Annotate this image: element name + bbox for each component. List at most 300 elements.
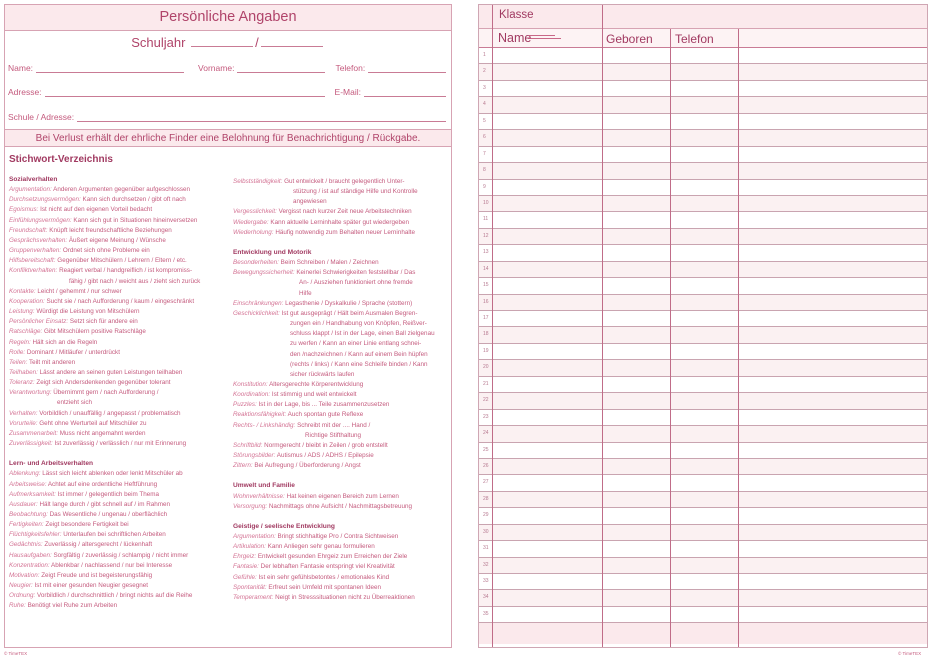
name-label: Name: <box>8 63 34 73</box>
entry-term: Fantasie: <box>233 563 259 571</box>
student-row[interactable] <box>479 360 927 376</box>
index-entry <box>233 583 451 593</box>
student-row[interactable] <box>479 590 927 606</box>
section-gap <box>9 449 229 459</box>
entry-text: Hat keinen eigenen Bereich zum Lernen <box>286 492 399 500</box>
student-row[interactable] <box>479 558 927 574</box>
entry-text: Sucht sie / nach Aufforderung / kaum / eingeschränkt <box>46 297 195 305</box>
student-row[interactable] <box>479 410 927 426</box>
student-row[interactable] <box>479 327 927 343</box>
entry-term: Ruhe: <box>9 602 26 610</box>
row-number: 25 <box>483 446 489 453</box>
index-entry <box>9 581 229 591</box>
entry-term: Hausaufgaben: <box>9 551 52 559</box>
index-entry <box>233 390 451 400</box>
row-number: 1 <box>483 52 486 58</box>
entry-text: Zeigt Freude und ist begeisterungsfähig <box>41 571 153 579</box>
entry-term: Teilhaben: <box>9 368 38 376</box>
row-number: 30 <box>483 528 489 535</box>
student-row[interactable] <box>479 459 927 475</box>
telefon-field[interactable] <box>368 65 446 73</box>
entry-continuation: Hilfe <box>299 289 312 297</box>
row-number: 21 <box>483 380 489 387</box>
section-title: Entwicklung und Motorik <box>233 248 312 256</box>
entry-continuation: stützung / ist auf ständige Hilfe und Kontrolle <box>293 188 418 196</box>
index-entry <box>233 177 451 187</box>
row-number: 32 <box>483 561 489 568</box>
index-entry <box>233 492 451 502</box>
entry-continuation: Richtige Stifthaltung <box>305 431 362 439</box>
entry-text: Äußert eigene Meinung / Wünsche <box>68 236 166 244</box>
entry-text: Geht ohne Werturteil auf Mitschüler zu <box>39 419 147 427</box>
entry-continuation: schluss klappt / Ist in der Lage, einen Ball zielgenau <box>290 330 435 338</box>
entry-text: Übernimmt gern / nach Aufforderung / <box>53 389 159 397</box>
entry-term: Zittern: <box>233 462 253 470</box>
entry-text: Zuverlässig / altersgerecht / lückenhaft <box>44 541 153 549</box>
row-number: 23 <box>483 413 489 420</box>
student-row[interactable] <box>479 508 927 524</box>
entry-term: Hilfsbereitschaft: <box>9 257 56 265</box>
entry-text: Leicht / gehemmt / nur schwer <box>37 287 122 295</box>
entry-text: Vorbildlich / unauffällig / angepasst / problematisch <box>39 409 181 417</box>
index-entry <box>9 480 229 490</box>
row-number: 19 <box>483 347 489 354</box>
index-entry <box>9 551 229 561</box>
index-entry <box>233 502 451 512</box>
row-number: 20 <box>483 364 489 371</box>
index-entry <box>9 246 229 256</box>
row-number: 24 <box>483 430 489 437</box>
entry-text: Lässt sich leicht ablenken oder lenkt Mitschüler ab <box>42 470 183 478</box>
row-number: 18 <box>483 331 489 338</box>
entry-text: Knüpft leicht freundschaftliche Beziehungen <box>49 226 172 234</box>
entry-term: Fertigkeiten: <box>9 521 44 529</box>
index-entry <box>9 327 229 337</box>
index-column-2 <box>233 177 451 603</box>
entry-continuation: angewiesen <box>293 198 327 206</box>
index-entry <box>9 540 229 550</box>
entry-text: Kann sich gut in Situationen hineinversetzen <box>73 216 198 224</box>
entry-term: Schriftbild: <box>233 441 263 449</box>
entry-term: Leistung: <box>9 308 35 316</box>
entry-term: Rechts- / Linkshändig: <box>233 421 296 429</box>
entry-term: Argumentation: <box>9 186 52 194</box>
class-list-page <box>478 4 928 648</box>
column-divider-name <box>602 5 603 647</box>
index-entry <box>9 256 229 266</box>
student-row[interactable] <box>479 97 927 113</box>
school-year-label: Schuljahr <box>131 35 186 50</box>
entry-text: Ist in der Lage, bis ... Teile zusammenzusetzen <box>258 401 390 409</box>
entry-term: Koordination: <box>233 391 271 399</box>
section-title: Lern- und Arbeitsverhalten <box>9 460 94 468</box>
entry-text: Anderen Argumenten gegenüber aufgeschlossen <box>53 186 191 194</box>
entry-text: Kann sich durchsetzen / gibt oft nach <box>82 196 186 204</box>
entry-term: Aufmerksamkeit: <box>9 490 56 498</box>
entry-term: Durchsetzungsvermögen: <box>9 196 81 204</box>
student-row[interactable] <box>479 163 927 179</box>
entry-text: Setzt sich für andere ein <box>69 318 138 326</box>
student-row[interactable] <box>479 48 927 64</box>
student-row[interactable] <box>479 311 927 327</box>
entry-term: Versorgung: <box>233 502 268 510</box>
student-row[interactable] <box>479 525 927 541</box>
index-entry <box>9 388 229 398</box>
student-row[interactable] <box>479 229 927 245</box>
index-entry <box>233 421 451 431</box>
entry-text: Zeigt sich Andersdenkenden gegenüber tolerant <box>36 379 171 387</box>
row-number: 33 <box>483 578 489 584</box>
student-rows <box>479 48 927 644</box>
row-number: 28 <box>483 495 489 502</box>
index-entry <box>9 358 229 368</box>
entry-text: Hält lange durch / gibt schnell auf / im Rahmen <box>39 500 171 508</box>
index-entry <box>9 205 229 215</box>
entry-continuation: zungen ein / Handhabung von Knöpfen, Reißver- <box>290 320 427 328</box>
entry-term: Geschicklichkeit: <box>233 309 280 317</box>
entry-term: Gesprächsverhalten: <box>9 236 68 244</box>
entry-term: Konstitution: <box>233 380 268 388</box>
index-entry <box>233 441 451 451</box>
entry-text: Benötigt viel Ruhe zum Arbeiten <box>27 602 118 610</box>
entry-text: Unterlaufen bei schriftlichen Arbeiten <box>63 531 166 539</box>
entry-text: Dominant / Mitläufer / unterdrückt <box>26 348 120 356</box>
entry-term: Beobachtung: <box>9 511 48 518</box>
row-number: 27 <box>483 479 489 486</box>
index-entry <box>9 500 229 510</box>
row-number: 8 <box>483 167 486 174</box>
student-row[interactable] <box>479 147 927 163</box>
entry-term: Arbeitsweise: <box>9 480 47 488</box>
entry-text: Beim Schreiben / Malen / Zeichnen <box>280 259 379 267</box>
index-entry <box>9 338 229 348</box>
entry-text: Erfreut sein Umfeld mit spontanen Ideen <box>268 583 382 591</box>
telefon-label: Telefon: <box>335 63 366 73</box>
section-title: Sozialverhalten <box>9 176 58 183</box>
entry-term: Artikulation: <box>233 543 266 551</box>
entry-term: Wiederholung: <box>233 228 274 236</box>
student-row[interactable] <box>479 130 927 146</box>
index-entry <box>9 307 229 317</box>
row-number: 16 <box>483 298 489 305</box>
student-row[interactable] <box>479 196 927 212</box>
entry-text: Das Wesentliche / ungenau / oberflächlich <box>49 511 168 518</box>
name-column-fine-print: ▬▬▬▬▬▬▬▬▬ ▬▬▬▬▬▬▬▬▬▬▬ <box>528 33 561 41</box>
entry-term: Toleranz: <box>9 379 35 387</box>
school-row <box>8 112 446 122</box>
entry-text: Schreibt mit der .... Hand / <box>297 421 371 429</box>
index-entry <box>9 297 229 307</box>
entry-term: Ablenkung: <box>9 470 41 478</box>
index-entry <box>9 571 229 581</box>
entry-term: Wiedergabe: <box>233 218 269 226</box>
entry-text: Nachmittags ohne Aufsicht / Nachmittagsbetreuung <box>268 502 412 510</box>
student-row[interactable] <box>479 607 927 623</box>
index-entry <box>9 490 229 500</box>
column-divider-geboren <box>670 29 671 647</box>
index-entry <box>233 258 451 268</box>
email-field[interactable] <box>364 89 446 97</box>
entry-term: Einschränkungen: <box>233 299 284 307</box>
section-gap <box>233 238 451 248</box>
entry-term: Ausdauer: <box>9 500 38 508</box>
entry-text: Vorbildlich / durchschnittlich / bringt nichts auf die Reihe <box>37 592 193 600</box>
index-entry <box>9 226 229 236</box>
entry-term: Besonderheiten: <box>233 259 279 267</box>
index-entry <box>233 593 451 603</box>
index-entry <box>9 409 229 419</box>
index-entry <box>9 185 229 195</box>
entry-term: Zuverlässigkeit: <box>9 440 53 448</box>
student-row[interactable] <box>479 212 927 228</box>
entry-term: Gruppenverhalten: <box>9 247 62 255</box>
index-entry <box>9 439 229 449</box>
entry-text: Gut entwickelt / braucht gelegentlich Unter- <box>284 178 405 185</box>
class-header <box>479 5 927 29</box>
student-row[interactable] <box>479 475 927 491</box>
entry-text: Achtet auf eine ordentliche Heftführung <box>47 480 158 488</box>
row-number: 15 <box>483 282 489 289</box>
row-number: 34 <box>483 594 489 601</box>
entry-term: Argumentation: <box>233 533 276 540</box>
column-divider-number <box>492 5 493 647</box>
column-header-telefon: Telefon <box>675 32 714 46</box>
entry-text: Würdigt die Leistung von Mitschülern <box>36 308 140 316</box>
adresse-label: Adresse: <box>8 87 42 97</box>
entry-term: Einfühlungsvermögen: <box>9 216 72 224</box>
index-entry <box>233 552 451 562</box>
entry-text: Ist gut ausgeprägt / Hält beim Ausmalen Begren- <box>281 309 418 317</box>
entry-text: Lässt andere an seinen guten Leistungen teilhaben <box>39 368 183 376</box>
row-number: 26 <box>483 462 489 469</box>
schule-field[interactable] <box>77 114 446 122</box>
student-row[interactable] <box>479 81 927 97</box>
entry-text: Entwickelt gesunden Ehrgeiz zum Erreichen der Ziele <box>257 553 408 561</box>
adresse-field[interactable] <box>45 89 325 97</box>
index-entry <box>9 469 229 479</box>
row-number: 17 <box>483 315 489 321</box>
entry-term: Spontanität: <box>233 583 267 591</box>
index-entry <box>9 591 229 601</box>
index-entry <box>233 218 451 228</box>
entry-term: Ratschläge: <box>9 328 43 336</box>
index-entry <box>9 601 229 611</box>
entry-text: Teilt mit anderen <box>28 358 76 366</box>
student-row[interactable] <box>479 262 927 278</box>
index-entry <box>9 236 229 246</box>
index-entry <box>233 562 451 572</box>
row-number: 35 <box>483 610 489 617</box>
entry-term: Konfliktverhalten: <box>9 267 58 275</box>
index-entry <box>233 309 451 319</box>
entry-continuation: den /nachzeichnen / Kann auf einem Bein hüpfen <box>290 350 428 358</box>
entry-term: Egoismus: <box>9 206 39 214</box>
entry-term: Ordnung: <box>9 592 36 600</box>
index-column-1 <box>9 175 229 612</box>
student-row[interactable] <box>479 574 927 590</box>
entry-term: Regeln: <box>9 338 31 346</box>
student-row[interactable] <box>479 344 927 360</box>
footer-row <box>479 623 927 644</box>
row-number: 7 <box>483 150 486 157</box>
entry-term: Zusammenarbeit: <box>9 429 58 437</box>
entry-term: Gedächtnis: <box>9 541 43 549</box>
entry-term: Kooperation: <box>9 297 45 305</box>
index-entry <box>233 228 451 238</box>
index-entry <box>9 520 229 530</box>
student-row[interactable] <box>479 64 927 80</box>
row-number: 4 <box>483 101 486 108</box>
entry-text: Legasthenie / Dyskalkulie / Sprache (stottern) <box>285 299 413 307</box>
row-number: 5 <box>483 117 486 124</box>
school-year-separator: / <box>255 35 259 50</box>
row-number: 9 <box>483 183 486 190</box>
entry-text: Neigt in Stresssituationen nicht zu Überreaktionen <box>275 593 415 601</box>
entry-text: Reagiert verbal / handgreiflich / ist kompromiss- <box>59 267 193 275</box>
row-number: 12 <box>483 232 489 239</box>
entry-term: Neugier: <box>9 582 33 590</box>
entry-term: Freundschaft: <box>9 226 48 234</box>
entry-text: Ist zuverlässig / verlässlich / nur mit Erinnerung <box>54 440 187 448</box>
index-entry <box>233 461 451 471</box>
email-label: E-Mail: <box>334 87 361 97</box>
row-number: 14 <box>483 265 489 272</box>
section-title: Geistige / seelische Entwicklung <box>233 522 335 530</box>
index-entry <box>233 400 451 410</box>
row-number: 31 <box>483 545 489 552</box>
table-header <box>479 29 927 48</box>
entry-text: Altersgerechte Körperentwicklung <box>269 380 364 388</box>
student-row[interactable] <box>479 443 927 459</box>
student-row[interactable] <box>479 278 927 294</box>
entry-text: Sorgfältig / zuverlässig / schlampig / nicht immer <box>53 551 189 559</box>
entry-term: Puzzles: <box>233 401 257 409</box>
student-row[interactable] <box>479 541 927 557</box>
row-number: 29 <box>483 512 489 519</box>
entry-text: Ist mit einer gesunden Neugier gesegnet <box>34 582 148 590</box>
entry-term: Motivation: <box>9 571 40 579</box>
entry-term: Teilen: <box>9 358 28 366</box>
copyright-left: © TimeTEX <box>4 651 28 656</box>
entry-term: Verantwortung: <box>9 389 52 397</box>
entry-text: Hält sich an die Regeln <box>32 338 98 346</box>
entry-text: Ist nicht auf den eigenen Vorteil bedacht <box>40 206 153 214</box>
index-entry <box>233 573 451 583</box>
personal-info-title: Persönliche Angaben <box>5 5 451 31</box>
entry-term: Wohnverhältnisse: <box>233 492 285 500</box>
student-row[interactable] <box>479 426 927 442</box>
index-entry <box>9 368 229 378</box>
entry-term: Bewegungssicherheit: <box>233 269 295 277</box>
entry-term: Reaktionsfähigkeit: <box>233 411 287 419</box>
entry-text: Gibt Mitschülern positive Ratschläge <box>44 328 146 336</box>
vorname-label: Vorname: <box>198 63 235 73</box>
entry-text: Zeigt besondere Fertigkeit bei <box>45 521 129 529</box>
vorname-field[interactable] <box>237 65 325 73</box>
entry-continuation: zu werfen / Kann an einer Linie entlang schnei- <box>290 340 422 348</box>
entry-text: Kann Anliegen sehr genau formulieren <box>267 543 375 551</box>
entry-text: Gegenüber Mitschülern / Lehrern / Eltern / etc. <box>57 257 187 265</box>
entry-text: Der lebhaften Fantasie entspringt viel Kreativität <box>260 563 395 571</box>
index-entry <box>233 451 451 461</box>
entry-continuation: (rechts / links) / Kann eine Schleife binden / Kann <box>290 360 428 368</box>
entry-term: Kontakte: <box>9 287 36 295</box>
student-row[interactable] <box>479 393 927 409</box>
entry-text: Autismus / ADS / ADHS / Epilepsie <box>276 452 374 460</box>
entry-term: Ehrgeiz: <box>233 553 257 561</box>
column-header-geboren: Geboren <box>606 32 653 46</box>
entry-text: Vergisst nach kurzer Zeit neue Arbeitstechniken <box>278 208 412 216</box>
school-year-field <box>5 35 451 50</box>
entry-text: Bringt stichhaltige Pro / Contra Sichtweisen <box>277 533 399 540</box>
entry-continuation: sicher rückwärts laufen <box>290 370 355 378</box>
entry-text: Ist stimmig und weit entwickelt <box>271 391 357 399</box>
index-entry <box>9 510 229 520</box>
entry-text: Ist immer / gelegentlich beim Thema <box>57 490 160 498</box>
section-title: Umwelt und Familie <box>233 482 295 490</box>
index-entry <box>9 317 229 327</box>
entry-term: Konzentration: <box>9 561 50 569</box>
student-row[interactable] <box>479 245 927 261</box>
student-row[interactable] <box>479 492 927 508</box>
index-entry <box>233 410 451 420</box>
column-divider-telefon <box>738 29 739 647</box>
row-number: 11 <box>483 216 489 223</box>
school-year-end-blank[interactable] <box>261 37 323 47</box>
index-entry <box>233 299 451 309</box>
entry-text: Häufig notwendig zum Behalten neuer Lerninhalte <box>275 228 415 236</box>
entry-term: Temperament: <box>233 593 274 601</box>
entry-term: Selbstständigkeit: <box>233 178 283 185</box>
school-year-start-blank[interactable] <box>191 37 253 47</box>
index-entry <box>9 287 229 297</box>
index-entry <box>9 195 229 205</box>
index-entry <box>9 216 229 226</box>
entry-term: Rolle: <box>9 348 26 356</box>
row-number: 6 <box>483 134 486 141</box>
student-row[interactable] <box>479 295 927 311</box>
entry-continuation: An- / Ausziehen funktioniert ohne fremde <box>299 279 413 287</box>
address-row <box>8 87 446 97</box>
name-row <box>8 63 446 73</box>
entry-term: Persönlicher Einsatz: <box>9 318 69 326</box>
column-header-name: Name <box>498 31 532 45</box>
index-title: Stichwort-Verzeichnis <box>9 154 113 165</box>
schule-label: Schule / Adresse: <box>8 112 75 122</box>
index-entry <box>233 268 451 278</box>
student-row[interactable] <box>479 180 927 196</box>
student-row[interactable] <box>479 114 927 130</box>
name-field[interactable] <box>36 65 184 73</box>
section-gap <box>233 512 451 522</box>
entry-text: Kann aktuelle Lerninhalte später gut wiedergeben <box>270 218 410 226</box>
index-entry <box>233 532 451 542</box>
entry-term: Gefühle: <box>233 573 257 581</box>
row-number: 13 <box>483 249 489 256</box>
entry-text: Keinerlei Schwierigkeiten feststellbar / Das <box>296 269 416 277</box>
entry-text: Muss nicht angemahnt werden <box>59 429 146 437</box>
index-entry <box>9 266 229 276</box>
index-entry <box>9 561 229 571</box>
entry-text: Normgerecht / bleibt in Zeilen / grob entstellt <box>264 441 388 449</box>
entry-text: Ist ein sehr gefühlsbetontes / emotionales Kind <box>258 573 390 581</box>
entry-text: Auch spontan gute Reflexe <box>287 411 364 419</box>
row-number: 2 <box>483 68 486 75</box>
index-entry <box>9 419 229 429</box>
entry-continuation: fähig / gibt nach / weicht aus / zieht sich zurück <box>69 277 201 285</box>
student-row[interactable] <box>479 377 927 393</box>
index-entry <box>9 378 229 388</box>
